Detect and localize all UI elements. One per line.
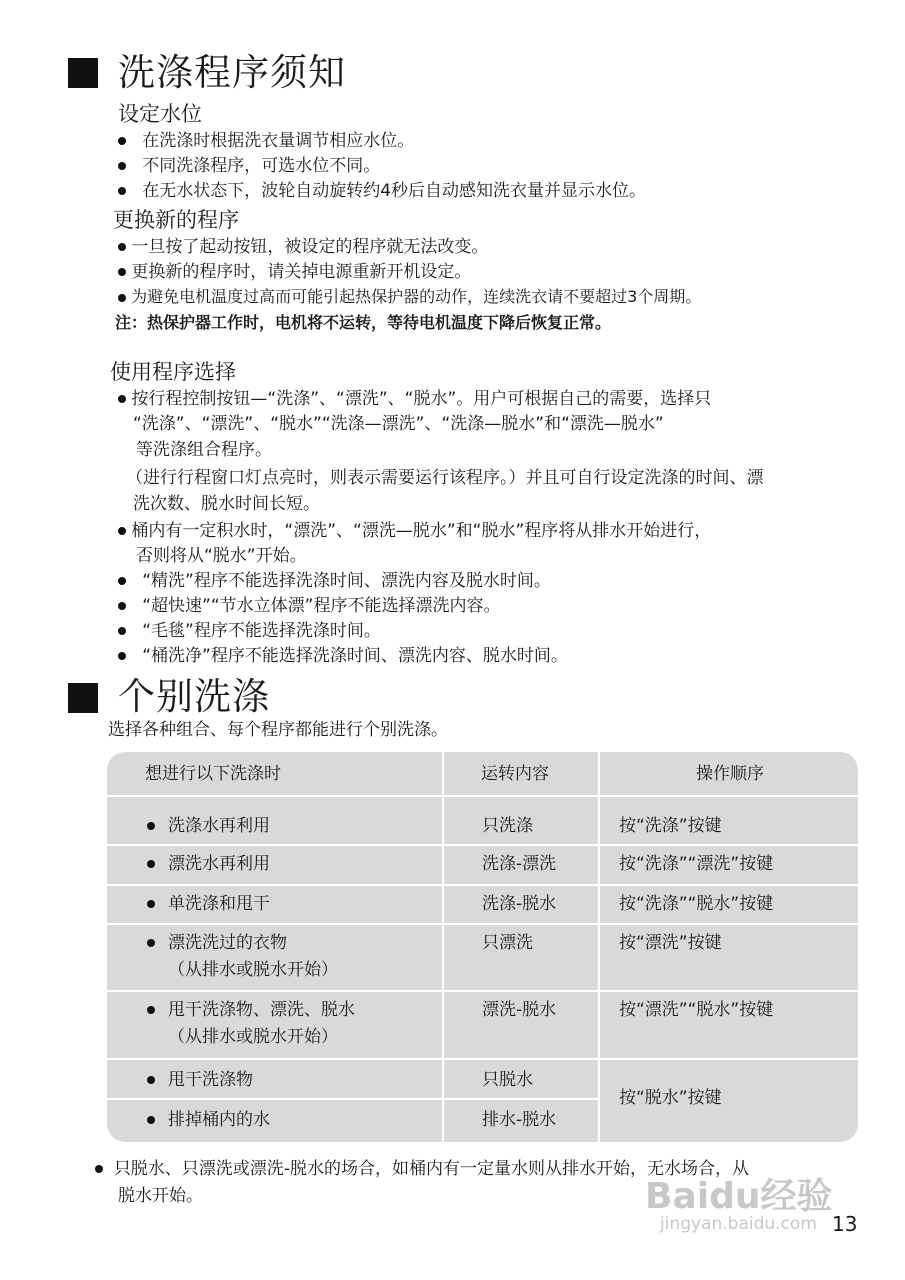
section-marker-square xyxy=(68,683,98,713)
bullet-icon xyxy=(118,602,126,610)
list-item-continuation: 等洗涤组合程序。 xyxy=(136,440,272,460)
row-divider xyxy=(107,1098,600,1100)
bullet-icon xyxy=(118,395,126,403)
section-marker-square xyxy=(68,58,98,88)
subheading-change-program: 更换新的程序 xyxy=(113,208,239,232)
bullet-icon xyxy=(118,652,126,660)
row-divider xyxy=(107,990,858,992)
row-divider xyxy=(107,1058,858,1060)
list-item-continuation: 否则将从“脱水”开始。 xyxy=(136,546,307,566)
parenthetical-note-continuation: 洗次数、脱水时间长短。 xyxy=(133,494,320,514)
bullet-icon xyxy=(147,939,155,947)
list-item: 一旦按了起动按钮，被设定的程序就无法改变。 xyxy=(118,239,488,256)
column-divider xyxy=(442,752,444,1142)
list-item: 按行程控制按钮—“洗涤”、“漂洗”、“脱水”。用户可根据自己的需要，选择只 xyxy=(118,391,711,408)
bullet-icon xyxy=(147,822,155,830)
parenthetical-note: （进行行程窗口灯点亮时，则表示需要运行该程序。）并且可自行设定洗涤的时间、漂 xyxy=(126,468,764,488)
watermark-url: jingyan.baidu.com xyxy=(660,1214,817,1234)
table-cell-want-sub: （从排水或脱水开始） xyxy=(168,960,338,980)
list-item: “精洗”程序不能选择洗涤时间、漂洗内容及脱水时间。 xyxy=(118,573,551,590)
bullet-icon xyxy=(118,294,126,302)
bullet-icon xyxy=(118,627,126,635)
table-cell-want: 漂洗洗过的衣物 xyxy=(168,933,287,953)
bullet-icon xyxy=(118,268,126,276)
list-item: 在无水状态下，波轮自动旋转约4秒后自动感知洗衣量并显示水位。 xyxy=(118,183,646,200)
table-cell-op-merged: 按“脱水”按键 xyxy=(619,1088,722,1108)
table-cell-run: 漂洗-脱水 xyxy=(482,1000,557,1020)
individual-wash-table xyxy=(107,752,858,1142)
table-cell-op: 按“洗涤”“脱水”按键 xyxy=(619,894,774,914)
subheading-program-select: 使用程序选择 xyxy=(110,360,236,384)
table-cell-want-sub: （从排水或脱水开始） xyxy=(168,1027,338,1047)
row-divider xyxy=(107,884,858,886)
section-title-individual-wash: 个别洗涤 xyxy=(118,675,270,718)
column-header: 运转内容 xyxy=(481,764,549,784)
table-cell-op: 按“洗涤”“漂洗”按键 xyxy=(619,854,774,874)
list-item: 更换新的程序时，请关掉电源重新开机设定。 xyxy=(118,264,471,281)
bullet-icon xyxy=(147,900,155,908)
bullet-icon xyxy=(118,137,126,145)
page-number: 13 xyxy=(832,1212,858,1236)
table-cell-want: 甩干洗涤物 xyxy=(168,1070,253,1090)
table-cell-run: 只脱水 xyxy=(482,1070,533,1090)
bullet-icon xyxy=(147,1006,155,1014)
list-item: 在洗涤时根据洗衣量调节相应水位。 xyxy=(118,133,414,150)
row-divider xyxy=(107,844,858,846)
list-item: “毛毯”程序不能选择洗涤时间。 xyxy=(118,623,381,640)
bullet-icon xyxy=(118,243,126,251)
column-header: 想进行以下洗涤时 xyxy=(145,764,281,784)
table-cell-op: 按“漂洗”“脱水”按键 xyxy=(619,1000,774,1020)
row-divider xyxy=(107,923,858,925)
section-intro: 选择各种组合、每个程序都能进行个别洗涤。 xyxy=(108,720,448,740)
list-item: “超快速”“节水立体漂”程序不能选择漂洗内容。 xyxy=(118,598,500,615)
bullet-icon xyxy=(147,860,155,868)
table-cell-op: 按“漂洗”按键 xyxy=(619,933,722,953)
bullet-icon xyxy=(147,1116,155,1124)
thermal-protector-note: 注：热保护器工作时，电机将不运转，等待电机温度下降后恢复正常。 xyxy=(115,313,612,332)
bullet-icon xyxy=(118,162,126,170)
column-header: 操作顺序 xyxy=(696,764,764,784)
table-cell-run: 排水-脱水 xyxy=(482,1110,557,1130)
bullet-icon xyxy=(147,1076,155,1084)
footnote: 只脱水、只漂洗或漂洗-脱水的场合，如桶内有一定量水则从排水开始，无水场合，从 xyxy=(95,1161,749,1178)
bullet-icon xyxy=(118,187,126,195)
table-cell-want: 甩干洗涤物、漂洗、脱水 xyxy=(168,1000,355,1020)
table-cell-want: 漂洗水再利用 xyxy=(168,854,270,874)
table-cell-run: 洗涤-漂洗 xyxy=(482,854,557,874)
table-cell-run: 只漂洗 xyxy=(482,933,533,953)
table-cell-want: 单洗涤和甩干 xyxy=(168,894,270,914)
table-cell-run: 只洗涤 xyxy=(482,816,533,836)
subheading-water-level: 设定水位 xyxy=(118,102,202,126)
table-cell-op: 按“洗涤”按键 xyxy=(619,816,722,836)
footnote-continuation: 脱水开始。 xyxy=(118,1186,203,1206)
table-cell-want: 洗涤水再利用 xyxy=(168,816,270,836)
list-item-continuation: “洗涤”、“漂洗”、“脱水”“洗涤—漂洗”、“洗涤—脱水”和“漂洗—脱水” xyxy=(133,414,664,434)
table-cell-want: 排掉桶内的水 xyxy=(168,1110,270,1130)
list-item: “桶洗净”程序不能选择洗涤时间、漂洗内容、脱水时间。 xyxy=(118,648,568,665)
bullet-icon xyxy=(118,577,126,585)
column-divider xyxy=(598,752,600,1142)
row-divider xyxy=(107,795,858,797)
section-title-washing-notes: 洗涤程序须知 xyxy=(118,51,346,94)
list-item: 为避免电机温度过高而可能引起热保护器的动作，连续洗衣请不要超过3个周期。 xyxy=(118,289,701,305)
bullet-icon xyxy=(95,1165,103,1173)
bullet-icon xyxy=(118,527,126,535)
list-item: 不同洗涤程序，可选水位不同。 xyxy=(118,158,380,175)
list-item: 桶内有一定积水时，“漂洗”、“漂洗—脱水”和“脱水”程序将从排水开始进行， xyxy=(118,523,711,540)
baidu-jingyan-watermark-logo: Baidu经验 xyxy=(645,1176,833,1217)
table-cell-run: 洗涤-脱水 xyxy=(482,894,557,914)
